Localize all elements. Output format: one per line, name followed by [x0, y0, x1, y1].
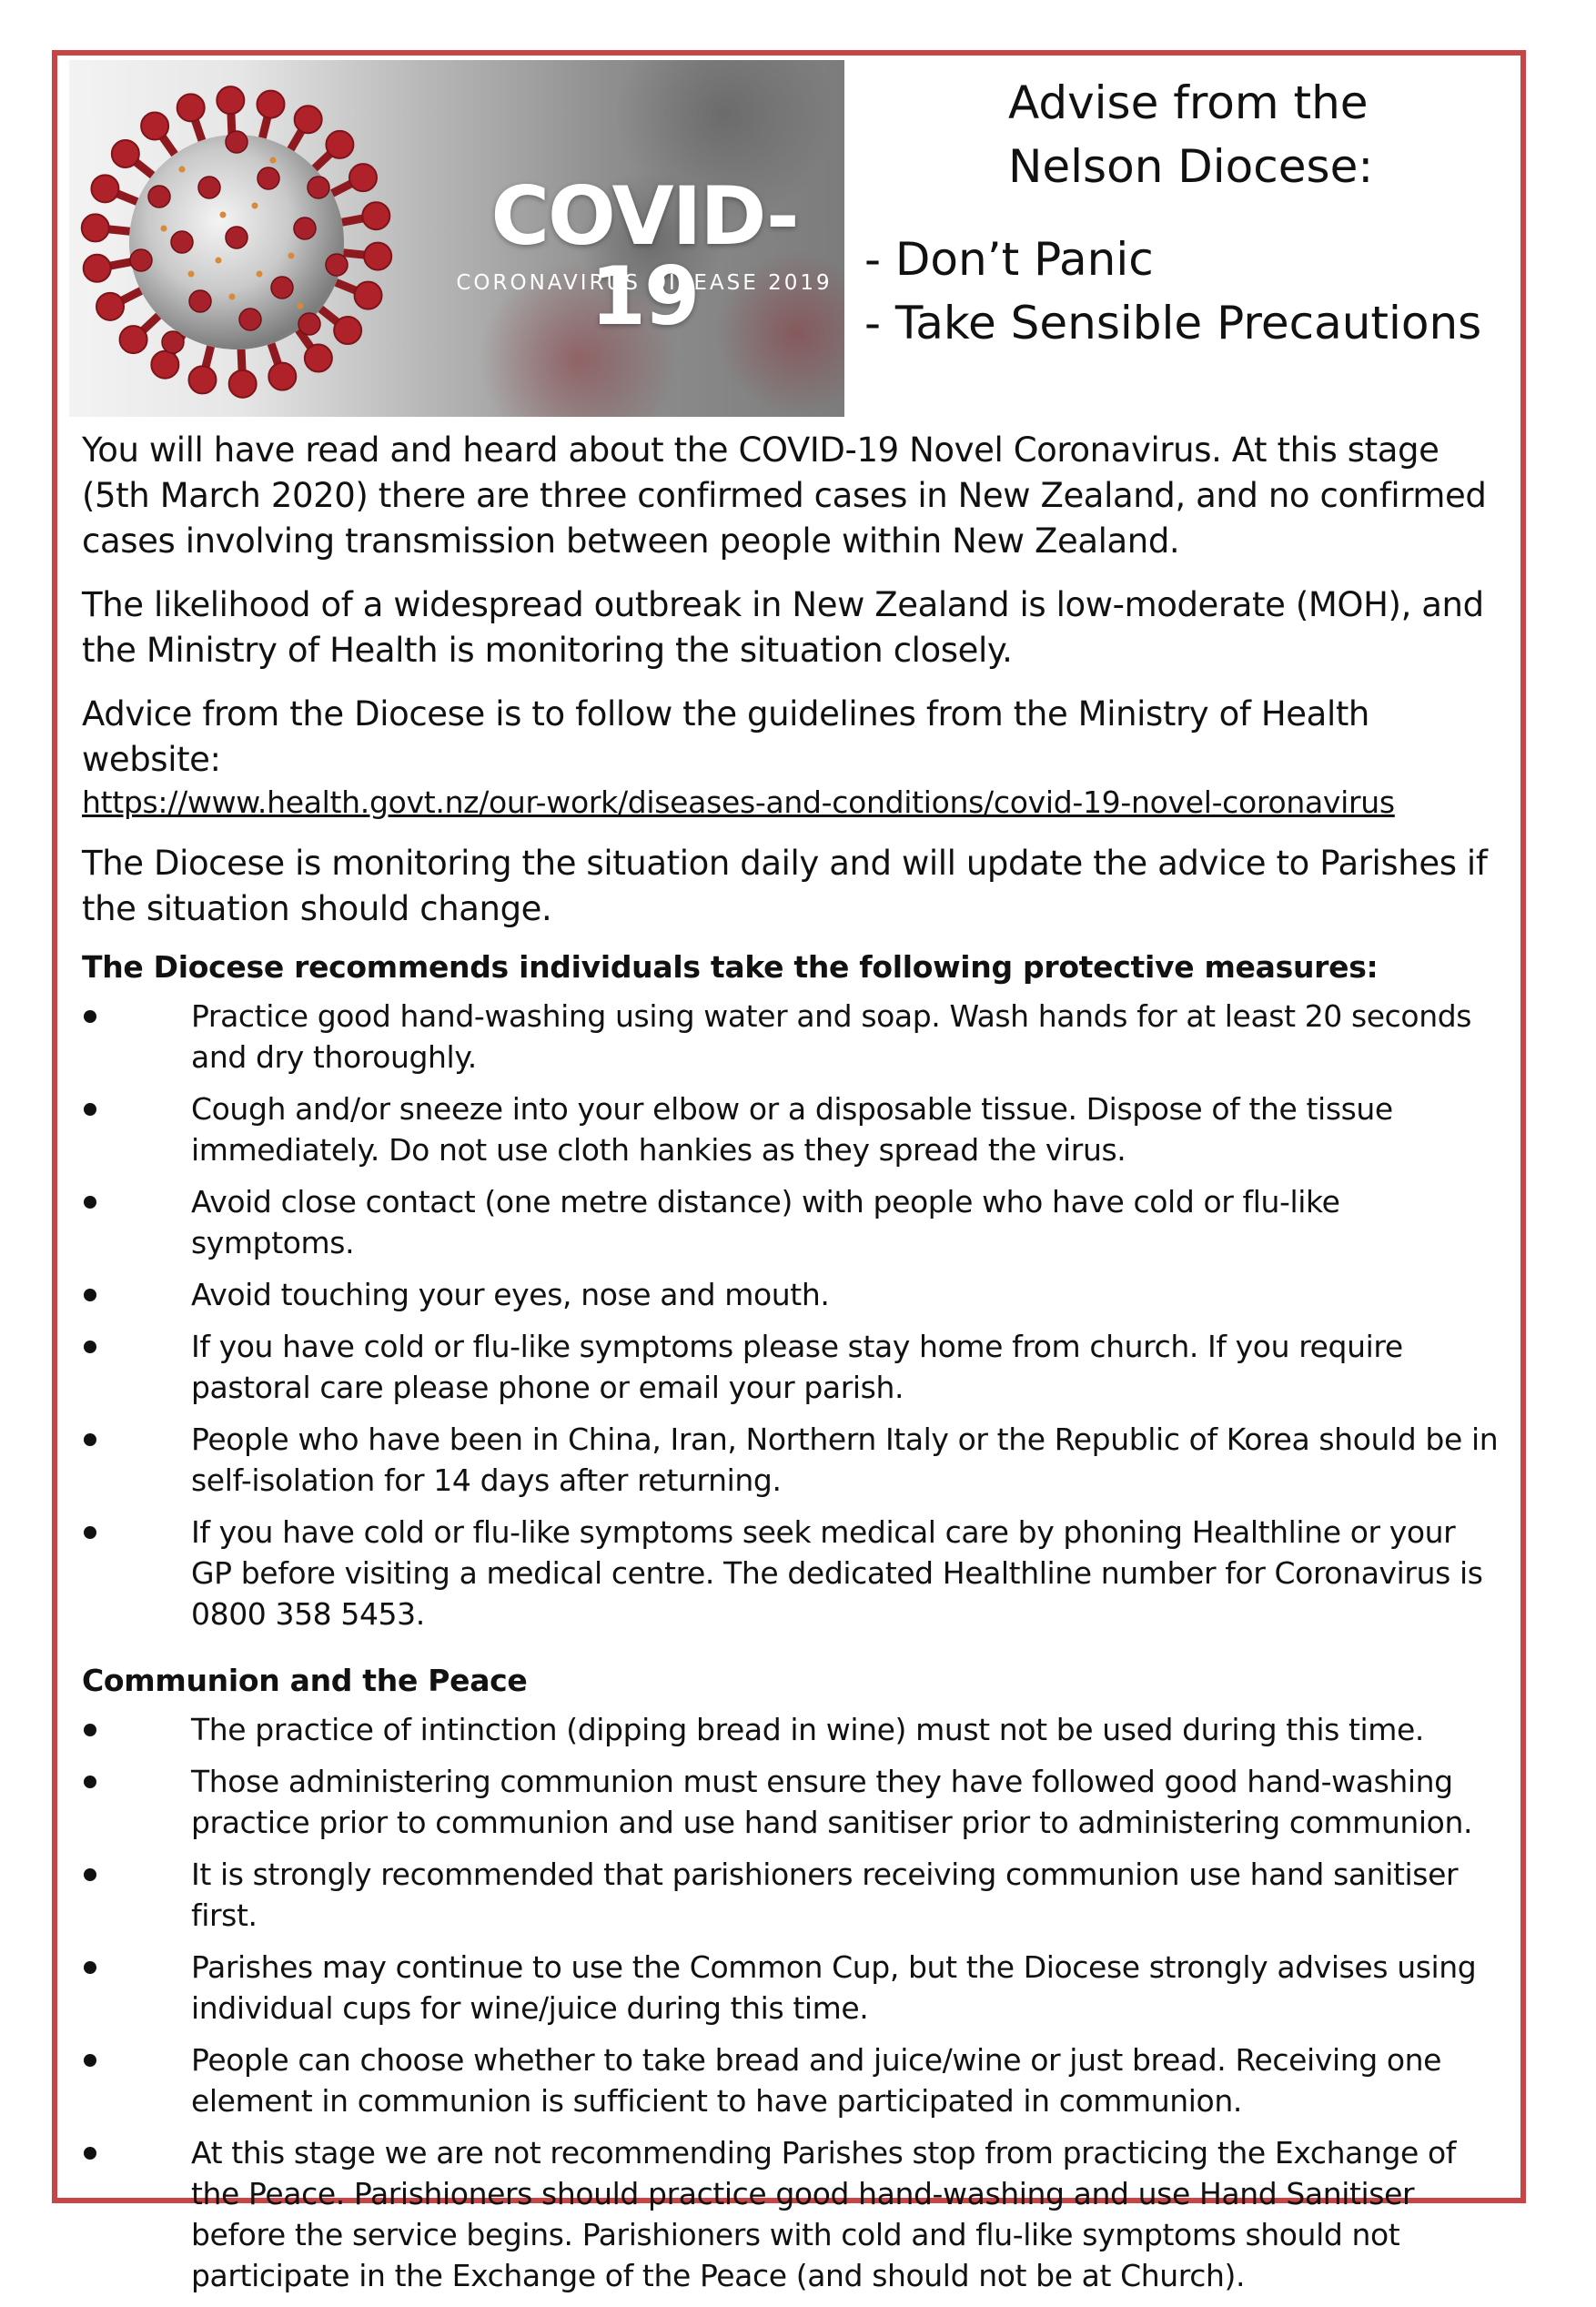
list-item — [82, 1854, 1501, 1936]
bullet-icon — [84, 1961, 96, 1974]
intro-paragraph-2: The likelihood of a widespread outbreak in New Zealand is low-moderate (MOH), and the Ministry of Health is monitoring the situation closely. — [82, 585, 1484, 670]
covid-title: COVID-19 — [490, 169, 798, 343]
bullet-icon — [84, 1724, 96, 1736]
heading-line-1: Advise from the — [1008, 76, 1369, 129]
bullet-icon — [84, 1010, 96, 1023]
list-item-text: At this stage we are not recommending Parishes stop from practicing the Exchange of the Peace. Parishioners should practice good hand-washing and use Hand Sanitiser before the service begins. Parishioners with cold and flu-like symptoms should not participate in the Exchange of the Peace (and should not be at Church). — [191, 2135, 1457, 2293]
list-item-text: Those administering communion must ensure they have followed good hand-washing practice prior to communion and use hand sanitiser prior to administering communion. — [191, 1764, 1473, 1840]
bullet-icon — [84, 1196, 96, 1209]
list-item — [82, 1181, 1501, 1263]
list-item — [82, 1274, 1501, 1315]
key-point-dont-panic: - Don’t Panic — [864, 233, 1154, 286]
intro-paragraph-4: The Diocese is monitoring the situation daily and will update the advice to Parishes if the situation should change. — [82, 844, 1488, 928]
list-item — [82, 996, 1501, 1078]
communion-title: Communion and the Peace — [82, 1663, 528, 1698]
list-item — [82, 1761, 1501, 1843]
list-item-text: Practice good hand-washing using water and soap. Wash hands for at least 20 seconds and dry thoroughly. — [191, 998, 1472, 1075]
measures-list — [82, 996, 1501, 1634]
bullet-icon — [84, 2054, 96, 2067]
document-body — [82, 428, 1501, 2307]
heading-line-2: Nelson Diocese: — [1008, 140, 1374, 193]
bullet-icon — [84, 1433, 96, 1446]
list-item-text: The practice of intinction (dipping bread in wine) must not be used during this time. — [191, 1712, 1425, 1747]
list-item-text: People who have been in China, Iran, Northern Italy or the Republic of Korea should be in self-isolation for 14 days after returning. — [191, 1422, 1499, 1498]
covid-subtitle: CORONAVIRUS DISEASE 2019 — [456, 271, 833, 295]
list-item — [82, 1088, 1501, 1170]
key-points — [864, 228, 1520, 355]
list-item — [82, 1709, 1501, 1750]
list-item-text: Parishes may continue to use the Common Cup, but the Diocese strongly advises using individual cups for wine/juice during this time. — [191, 1949, 1477, 2026]
list-item-text: If you have cold or flu-like symptoms seek medical care by phoning Healthline or your GP before visiting a medical centre. The dedicated Healthline number for Coronavirus is 0800 358 5453. — [191, 1514, 1483, 1632]
list-item — [82, 1512, 1501, 1634]
list-item — [82, 2039, 1501, 2121]
moh-website-link[interactable]: https://www.health.govt.nz/our-work/diseases-and-conditions/covid-19-novel-coronavirus — [82, 784, 1395, 820]
measures-title: The Diocese recommends individuals take the following protective measures: — [82, 949, 1379, 985]
list-item — [82, 1326, 1501, 1408]
bullet-icon — [84, 1341, 96, 1353]
list-item-text: It is strongly recommended that parishioners receiving communion use hand sanitiser first. — [191, 1857, 1459, 1933]
bullet-icon — [84, 1289, 96, 1301]
intro-paragraph-1: You will have read and heard about the COVID-19 Novel Coronavirus. At this stage (5th March 2020) there are three confirmed cases in New Zealand, and no confirmed cases involving transmission between people within New Zealand. — [82, 430, 1487, 561]
section-gap — [82, 1645, 1501, 1658]
communion-list — [82, 1709, 1501, 2296]
list-item — [82, 1947, 1501, 2029]
list-item-text: People can choose whether to take bread and juice/wine or just bread. Receiving one element in communion is sufficient to have participated in communion. — [191, 2042, 1442, 2119]
key-point-precautions: - Take Sensible Precautions — [864, 297, 1482, 349]
bullet-icon — [84, 1776, 96, 1788]
list-item-text: Cough and/or sneeze into your elbow or a disposable tissue. Dispose of the tissue immediately. Do not use cloth hankies as they spread the virus. — [191, 1091, 1393, 1168]
bullet-icon — [84, 1868, 96, 1881]
bullet-icon — [84, 1103, 96, 1116]
list-item-text: Avoid touching your eyes, nose and mouth. — [191, 1277, 830, 1312]
intro-paragraph-3: Advice from the Diocese is to follow the guidelines from the Ministry of Health website: — [82, 694, 1369, 779]
list-item — [82, 1419, 1501, 1501]
bullet-icon — [84, 2147, 96, 2160]
list-item-text: Avoid close contact (one metre distance) with people who have cold or flu-like symptoms. — [191, 1184, 1340, 1260]
list-item — [82, 2132, 1501, 2296]
bullet-icon — [84, 1526, 96, 1539]
advice-heading — [1008, 71, 1372, 198]
list-item-text: If you have cold or flu-like symptoms please stay home from church. If you require pastoral care please phone or email your parish. — [191, 1329, 1403, 1405]
coronavirus-icon — [73, 78, 400, 406]
covid-hero-image — [69, 60, 844, 417]
